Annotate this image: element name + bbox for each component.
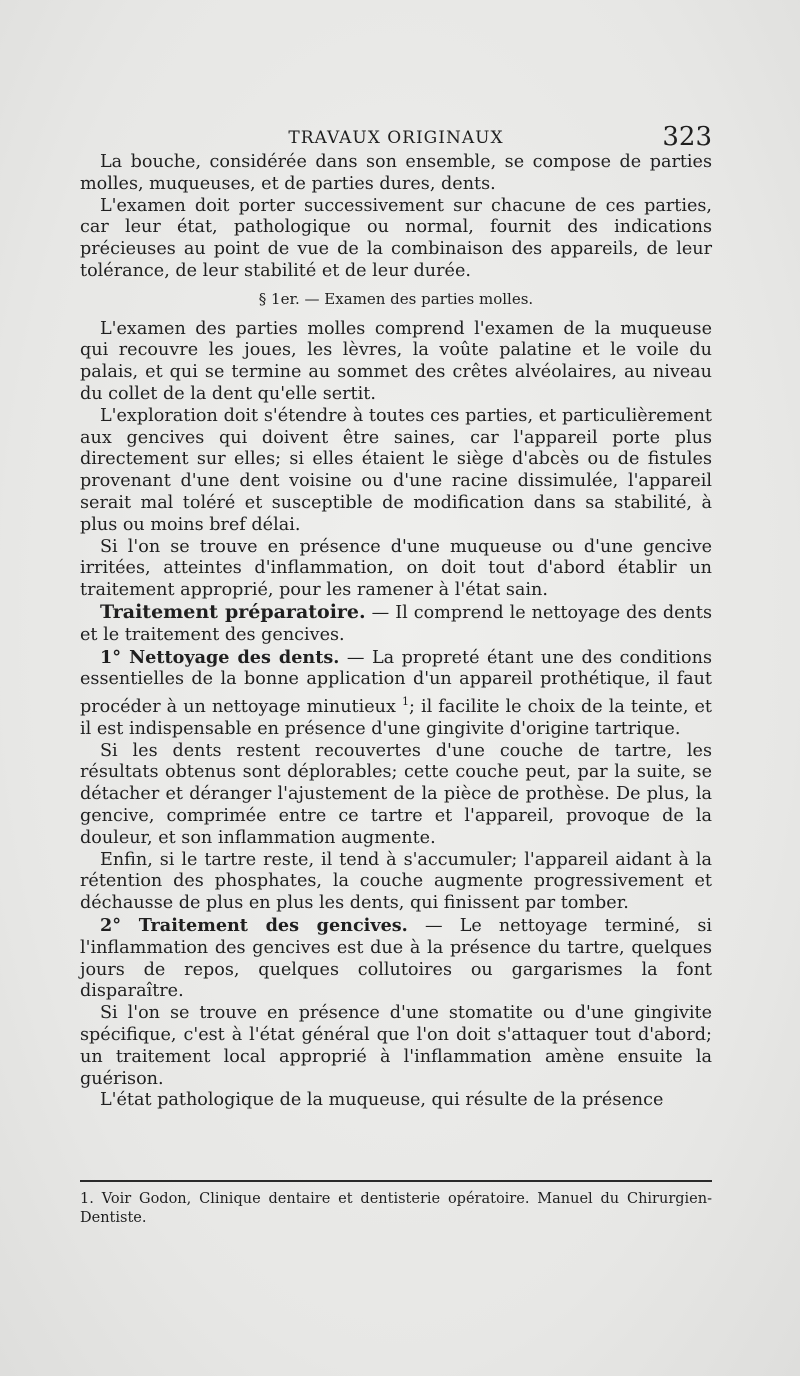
paragraph-text: — Le nettoyage terminé, si l'inflammation des gencives est due à la présence du tartre, quelques jours de repos, quelques collutoires ou gargarismes la font disparaître.: [80, 915, 712, 1002]
footnote: [80, 1190, 712, 1228]
paragraph-text: — La propreté étant une des conditions essentielles de la bonne application d'un appareil prothétique, il faut procéder à un nettoyage minutieux: [80, 647, 712, 717]
page-header: [80, 124, 712, 154]
paragraph: [80, 647, 712, 741]
paragraph-heading: Traitement préparatoire.: [100, 600, 366, 623]
paragraph: [80, 602, 712, 647]
paragraph: L'examen doit porter successivement sur chacune de ces parties, car leur état, pathologique ou normal, fournit des indications précieuses au point de vue de la combinaison des appareils, de leur tolérance, de leur stabilité et de leur durée.: [80, 195, 712, 281]
paragraph: [80, 915, 712, 1003]
paragraph: Enfin, si le tartre reste, il tend à s'accumuler; l'appareil aidant à la rétention des phosphates, la couche augmente progressivement et déchausse de plus en plus les dents, qui finissent par tomber.: [80, 849, 712, 914]
footnote-marker: 1: [401, 695, 409, 709]
paragraph-text: — Il comprend le nettoyage des dents et le traitement des gencives.: [80, 602, 712, 645]
running-head: TRAVAUX ORIGINAUX: [288, 128, 504, 148]
footnote-rule: [80, 1180, 712, 1182]
paragraph-heading: 1° Nettoyage des dents.: [100, 646, 340, 668]
footnote-number: 1.: [80, 1191, 94, 1207]
paragraph: L'exploration doit s'étendre à toutes ces parties, et particulièrement aux gencives qui doivent être saines, car l'appareil porte plus directement sur elles; si elles étaient le siège d'abcès ou de fistules provenant d'une dent voisine ou d'une racine dissimulée, l'appareil serait mal toléré et susceptible de modification dans sa stabilité, à plus ou moins bref délai.: [80, 405, 712, 535]
paragraph: L'examen des parties molles comprend l'examen de la muqueuse qui recouvre les joues, les lèvres, la voûte palatine et le voile du palais, et qui se termine au sommet des crêtes alvéolaires, au niveau du collet de la dent qu'elle sertit.: [80, 318, 712, 404]
footnote-text: Voir Godon, Clinique dentaire et dentisterie opératoire. Manuel du Chirurgien-Dentiste.: [80, 1191, 712, 1226]
page-number: 323: [662, 122, 712, 152]
paragraph: La bouche, considérée dans son ensemble, se compose de parties molles, muqueuses, et de parties dures, dents.: [80, 152, 712, 194]
paragraph: Si l'on se trouve en présence d'une stomatite ou d'une gingivite spécifique, c'est à l'état général que l'on doit s'attaquer tout d'abord; un traitement local approprié à l'inflammation amène ensuite la guérison.: [80, 1003, 712, 1089]
paragraph-heading: 2° Traitement des gencives.: [100, 914, 408, 936]
paragraph: L'état pathologique de la muqueuse, qui résulte de la présence: [100, 1090, 664, 1111]
page-body: [80, 152, 712, 1112]
section-title: § 1er. — Examen des parties molles.: [258, 289, 534, 308]
paragraph-text: ; il facilite le choix de la teinte, et il est indispensable en présence d'une gingivite d'origine tartrique.: [80, 696, 712, 739]
paragraph: Si l'on se trouve en présence d'une muqueuse ou d'une gencive irritées, atteintes d'inflammation, on doit tout d'abord établir un traitement approprié, pour les ramener à l'état sain.: [80, 536, 712, 601]
paragraph: Si les dents restent recouvertes d'une couche de tartre, les résultats obtenus sont déplorables; cette couche peut, par la suite, se détacher et déranger l'ajustement de la pièce de prothèse. De plus, la gencive, comprimée entre ce tartre et l'appareil, provoque de la douleur, et son inflammation augmente.: [80, 740, 712, 848]
